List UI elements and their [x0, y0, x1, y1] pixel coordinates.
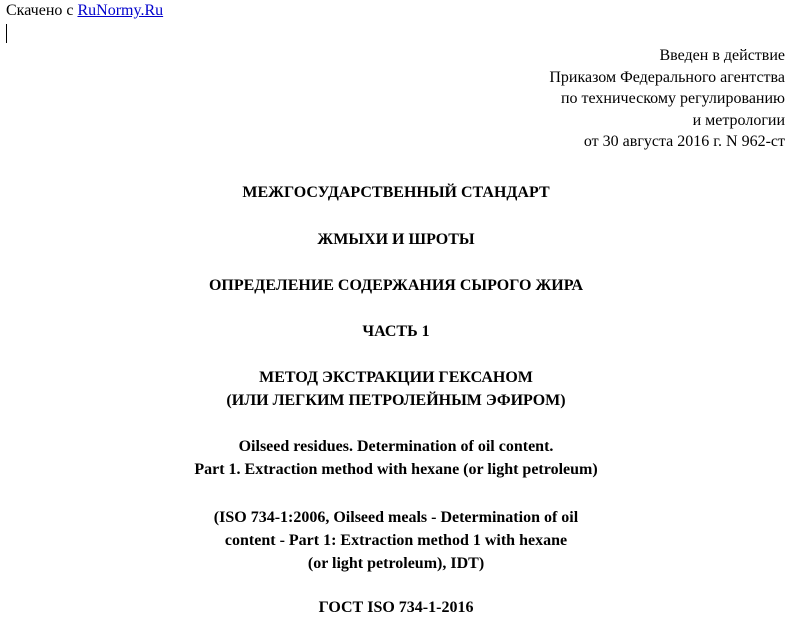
product-title: ЖМЫХИ И ШРОТЫ [317, 231, 475, 248]
iso-line-1: (ISO 734-1:2006, Oilseed meals - Determination of oil [213, 509, 579, 526]
english-line-1: Oilseed residues. Determination of oil content. [238, 438, 554, 455]
approval-block [549, 45, 785, 153]
subject-heading [0, 274, 788, 297]
part-heading [0, 320, 788, 343]
text-cursor [6, 24, 7, 43]
approval-line: по техническому регулированию [560, 90, 785, 107]
method-heading [0, 366, 788, 412]
source-link[interactable]: RuNormy.Ru [77, 2, 164, 19]
approval-line: Приказом Федерального агентства [549, 68, 785, 86]
iso-line-3: (or light petroleum), IDT) [307, 555, 485, 572]
standard-type: МЕЖГОСУДАРСТВЕННЫЙ СТАНДАРТ [242, 184, 550, 201]
english-title [0, 435, 788, 481]
standard-type-heading [0, 181, 788, 204]
method-line-2: (ИЛИ ЛЕГКИМ ПЕТРОЛЕЙНЫМ ЭФИРОМ) [226, 392, 566, 409]
english-line-2: Part 1. Extraction method with hexane (or light petroleum) [194, 461, 598, 478]
product-heading [0, 228, 788, 251]
part-title: ЧАСТЬ 1 [362, 323, 430, 340]
iso-reference [0, 506, 788, 575]
subject-title: ОПРЕДЕЛЕНИЕ СОДЕРЖАНИЯ СЫРОГО ЖИРА [208, 277, 584, 294]
method-line-1: МЕТОД ЭКСТРАКЦИИ ГЕКСАНОМ [259, 369, 533, 386]
designation-heading [0, 596, 788, 619]
approval-line: от 30 августа 2016 г. N 962-ст [583, 133, 785, 150]
approval-line: и метрологии [692, 111, 785, 129]
approval-line: Введен в действие [659, 47, 785, 64]
source-line [6, 1, 163, 21]
standard-designation: ГОСТ ISO 734-1-2016 [318, 599, 474, 616]
source-prefix: Скачено с [6, 2, 74, 19]
iso-line-2: content - Part 1: Extraction method 1 with hexane [224, 532, 568, 549]
